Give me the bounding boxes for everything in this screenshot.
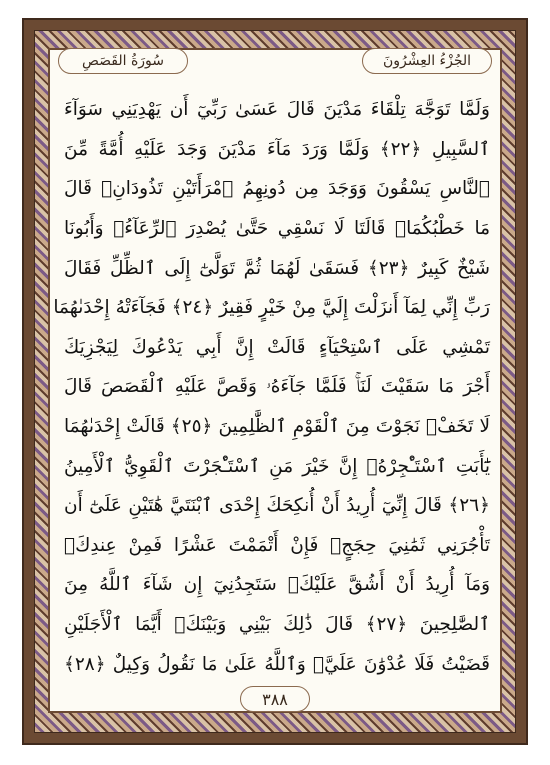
text-line: تَأْجُرَنِي ثَمَٰنِيَ حِجَجٍۖ فَإِنْ أَتْمَمْتَ عَشْرًا فَمِنْ عِندِكَۖ bbox=[64, 534, 490, 556]
page-header bbox=[48, 44, 502, 78]
text-line: ٱلصَّٰلِحِينَ ﴿٢٧﴾ قَالَ ذَٰلِكَ بَيْنِي وَبَيْنَكَۖ أَيَّمَا ٱلْأَجَلَيْنِ bbox=[64, 614, 490, 636]
text-line: مَا خَطْبُكُمَاۖ قَالَتَا لَا نَسْقِي حَتَّىٰ يُصْدِرَ ٱلرِّعَآءُۖ وَأَبُونَا bbox=[64, 218, 490, 240]
text-line: لَا تَخَفْۖ نَجَوْتَ مِنَ ٱلْقَوْمِ ٱلظَّٰلِمِينَ ﴿٢٥﴾ قَالَتْ إِحْدَىٰهُمَا bbox=[64, 416, 490, 438]
surah-name-label: سُورَةُ القَصَصِ bbox=[58, 48, 188, 74]
text-line: رَبِّ إِنِّي لِمَآ أَنزَلْتَ إِلَيَّ مِنْ خَيْرٍ فَقِيرٌ ﴿٢٤﴾ فَجَآءَتْهُ إِحْدَىٰهُمَا bbox=[53, 297, 490, 319]
text-line: تَمْشِي عَلَى ٱسْتِحْيَآءٍ قَالَتْ إِنَّ أَبِي يَدْعُوكَ لِيَجْزِيَكَ bbox=[64, 336, 490, 358]
page-footer bbox=[0, 686, 550, 716]
text-line: وَلَمَّا تَوَجَّهَ تِلْقَاءَ مَدْيَنَ قَالَ عَسَىٰ رَبِّيٓ أَن يَهْدِيَنِي سَوَآءَ bbox=[64, 99, 490, 121]
text-line: وَمَآ أُرِيدُ أَنْ أَشُقَّ عَلَيْكَۚ سَتَجِدُنِيٓ إِن شَآءَ ٱللَّهُ مِنَ bbox=[64, 574, 490, 596]
text-line: يَٰٓأَبَتِ ٱسْتَـْٔجِرْهُۖ إِنَّ خَيْرَ مَنِ ٱسْتَـْٔجَرْتَ ٱلْقَوِيُّ ٱلْأَمِينُ bbox=[64, 455, 490, 477]
text-line: ٱلنَّاسِ يَسْقُونَ وَوَجَدَ مِن دُونِهِمُ ٱمْرَأَتَيْنِ تَذُودَانِۖ قَالَ bbox=[64, 178, 490, 200]
quran-text bbox=[53, 90, 490, 675]
page-number: ٣٨٨ bbox=[240, 686, 310, 712]
text-line: شَيْخٌ كَبِيرٌ ﴿٢٣﴾ فَسَقَىٰ لَهُمَا ثُمَّ تَوَلَّىٰٓ إِلَى ٱلظِّلِّ فَقَالَ bbox=[64, 257, 490, 279]
juz-label: الجُزْءُ العِشْرُونَ bbox=[362, 48, 492, 74]
text-line: قَضَيْتُ فَلَا عُدْوَٰنَ عَلَيَّۖ وَٱللَّهُ عَلَىٰ مَا نَقُولُ وَكِيلٌ ﴿٢٨﴾ bbox=[64, 653, 490, 675]
text-line: ﴿٢٦﴾ قَالَ إِنِّيٓ أُرِيدُ أَنْ أُنكِحَكَ إِحْدَى ٱبْنَتَيَّ هَٰتَيْنِ عَلَىٰٓ أَن bbox=[64, 495, 490, 517]
text-line: أَجْرَ مَا سَقَيْتَ لَنَاۚ فَلَمَّا جَآءَهُۥ وَقَصَّ عَلَيْهِ ٱلْقَصَصَ قَالَ bbox=[64, 376, 490, 398]
text-line: ٱلسَّبِيلِ ﴿٢٢﴾ وَلَمَّا وَرَدَ مَآءَ مَدْيَنَ وَجَدَ عَلَيْهِ أُمَّةً مِّنَ bbox=[64, 138, 490, 160]
